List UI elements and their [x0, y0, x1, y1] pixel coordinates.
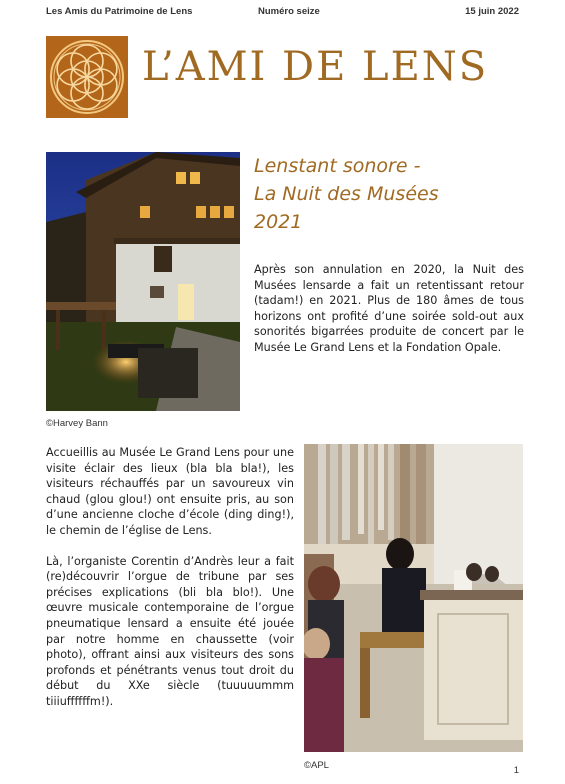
- logo: [46, 36, 128, 118]
- article-lead: Après son annulation en 2020, la Nuit des Musées lensarde a fait un retentissant retour (tadam!) en 2021. Plus de 180 âmes de tous horizons ont profité d’une soirée sold-out aux sonorités bigarrées produite de concert par le Musée Le Grand Lens et la Fondation Opale.: [254, 263, 524, 354]
- article-title-line: La Nuit des Musées: [254, 183, 439, 205]
- article-title-line: Lenstant sonore -: [254, 155, 421, 177]
- header-organization: Les Amis du Patrimoine de Lens: [46, 6, 193, 17]
- header-issue: Numéro seize: [258, 6, 320, 17]
- photo-credit: ©Harvey Bann: [46, 418, 108, 429]
- article-title-line: 2021: [254, 211, 303, 233]
- article-body: [46, 445, 294, 725]
- masthead-title: L’AMI DE LENS: [142, 44, 489, 90]
- article-paragraph: Accueillis au Musée Le Grand Lens pour une visite éclair des lieux (bla bla bla!), les visiteurs réchauffés par un savoureux vin chaud (glou glou!) ont ensuite pris, au son d’une ancienne cloche d’école (ding ding!), le chemin de l’église de Lens.: [46, 446, 294, 537]
- organ-concert-photo: [304, 444, 523, 752]
- page-number: 1: [513, 765, 519, 776]
- chalet-night-photo: [46, 152, 240, 411]
- article-title: [254, 152, 524, 236]
- article-paragraph: Là, l’organiste Corentin d’Andrès leur a fait (re)découvrir l’orgue de tribune par ses précises explications (bli bla blo!). Une œuvre musicale contemporaine de l’orgue pneumatique lensard a ensuite été jouée par notre homme en chaussette (voir photo), offrant ainsi aux visiteurs des sons profonds et pénétrants venus tout droit du début du XXe siècle (tuuuuummm tiiiuffffffm!).: [46, 554, 294, 708]
- photo-credit: ©APL: [304, 760, 329, 771]
- header-date: 15 juin 2022: [465, 6, 519, 17]
- flower-of-life-icon: [46, 36, 128, 118]
